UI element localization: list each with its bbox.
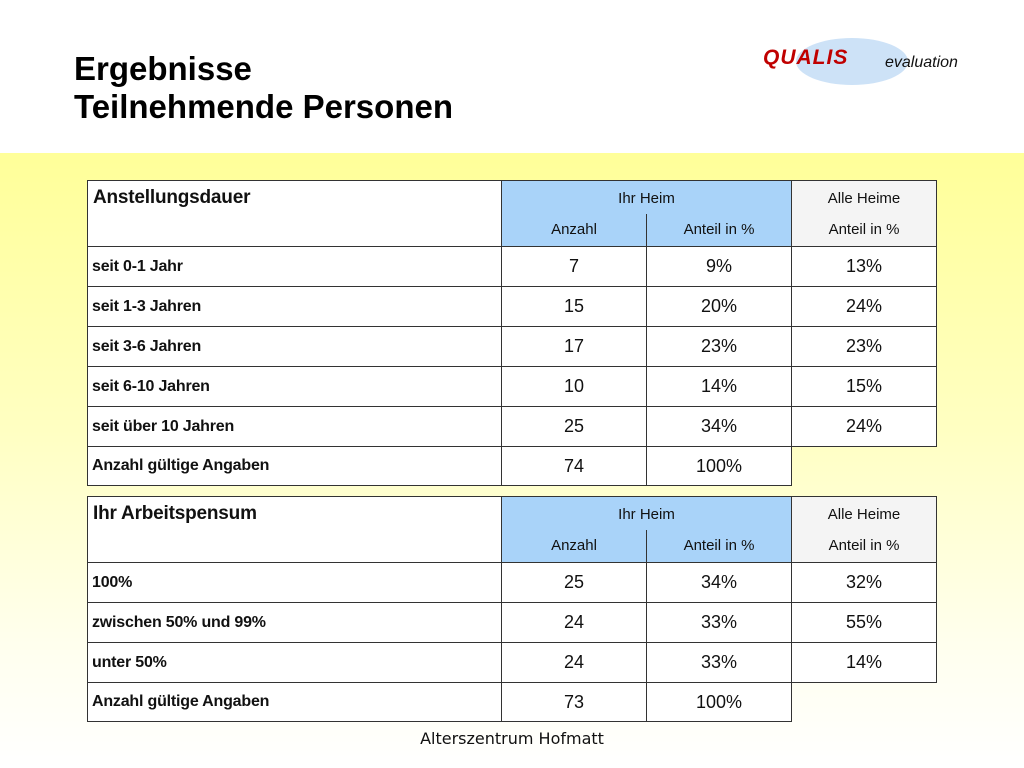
col-header-count: Anzahl (502, 214, 647, 247)
cell-share: 34% (647, 563, 792, 603)
cell-share: 34% (647, 407, 792, 447)
cell-count: 24 (502, 603, 647, 643)
row-label: seit 1-3 Jahren (88, 287, 502, 327)
header-row (88, 181, 937, 214)
table-row (88, 287, 937, 327)
header-row (88, 497, 937, 530)
title-line-1: Ergebnisse (74, 50, 252, 87)
cell-share-all: 24% (792, 407, 937, 447)
table-row (88, 247, 937, 287)
col-header-share: Anteil in % (647, 214, 792, 247)
col-header-share-all: Anteil in % (792, 214, 937, 247)
group-header-own: Ihr Heim (502, 181, 792, 214)
table-caption: Anstellungsdauer (88, 181, 502, 247)
empty-cell (792, 683, 937, 722)
table-row (88, 563, 937, 603)
table-row (88, 367, 937, 407)
total-count: 73 (502, 683, 647, 722)
cell-count: 17 (502, 327, 647, 367)
slide-title (74, 50, 453, 126)
col-header-count: Anzahl (502, 530, 647, 563)
logo-brand-text: QUALIS (763, 46, 849, 69)
col-header-share-all: Anteil in % (792, 530, 937, 563)
col-header-share: Anteil in % (647, 530, 792, 563)
cell-share-all: 23% (792, 327, 937, 367)
cell-count: 15 (502, 287, 647, 327)
cell-share: 14% (647, 367, 792, 407)
total-row (88, 683, 937, 722)
table-caption: Ihr Arbeitspensum (88, 497, 502, 563)
empty-cell (792, 447, 937, 486)
cell-share: 20% (647, 287, 792, 327)
row-label: seit 6-10 Jahren (88, 367, 502, 407)
row-label: seit 0-1 Jahr (88, 247, 502, 287)
cell-count: 10 (502, 367, 647, 407)
cell-share-all: 24% (792, 287, 937, 327)
cell-count: 7 (502, 247, 647, 287)
cell-share: 33% (647, 643, 792, 683)
cell-share: 33% (647, 603, 792, 643)
slide-footer: Alterszentrum Hofmatt (420, 729, 604, 748)
cell-count: 25 (502, 563, 647, 603)
cell-share-all: 15% (792, 367, 937, 407)
table-row (88, 643, 937, 683)
cell-share-all: 32% (792, 563, 937, 603)
total-row (88, 447, 937, 486)
row-label: seit 3-6 Jahren (88, 327, 502, 367)
total-label: Anzahl gültige Angaben (88, 683, 502, 722)
cell-share-all: 55% (792, 603, 937, 643)
cell-share: 9% (647, 247, 792, 287)
total-count: 74 (502, 447, 647, 486)
row-label: seit über 10 Jahren (88, 407, 502, 447)
group-header-all: Alle Heime (792, 181, 937, 214)
group-header-all: Alle Heime (792, 497, 937, 530)
total-share: 100% (647, 447, 792, 486)
row-label: 100% (88, 563, 502, 603)
row-label: unter 50% (88, 643, 502, 683)
cell-count: 25 (502, 407, 647, 447)
cell-share-all: 14% (792, 643, 937, 683)
table-row (88, 327, 937, 367)
cell-share: 23% (647, 327, 792, 367)
row-label: zwischen 50% und 99% (88, 603, 502, 643)
cell-count: 24 (502, 643, 647, 683)
logo-suffix-text: evaluation (885, 54, 958, 71)
title-line-2: Teilnehmende Personen (74, 88, 453, 125)
table-row (88, 603, 937, 643)
table-anstellungsdauer (87, 180, 937, 486)
total-share: 100% (647, 683, 792, 722)
total-label: Anzahl gültige Angaben (88, 447, 502, 486)
table-arbeitspensum (87, 496, 937, 722)
qualis-logo (752, 36, 978, 88)
cell-share-all: 13% (792, 247, 937, 287)
group-header-own: Ihr Heim (502, 497, 792, 530)
table-row (88, 407, 937, 447)
